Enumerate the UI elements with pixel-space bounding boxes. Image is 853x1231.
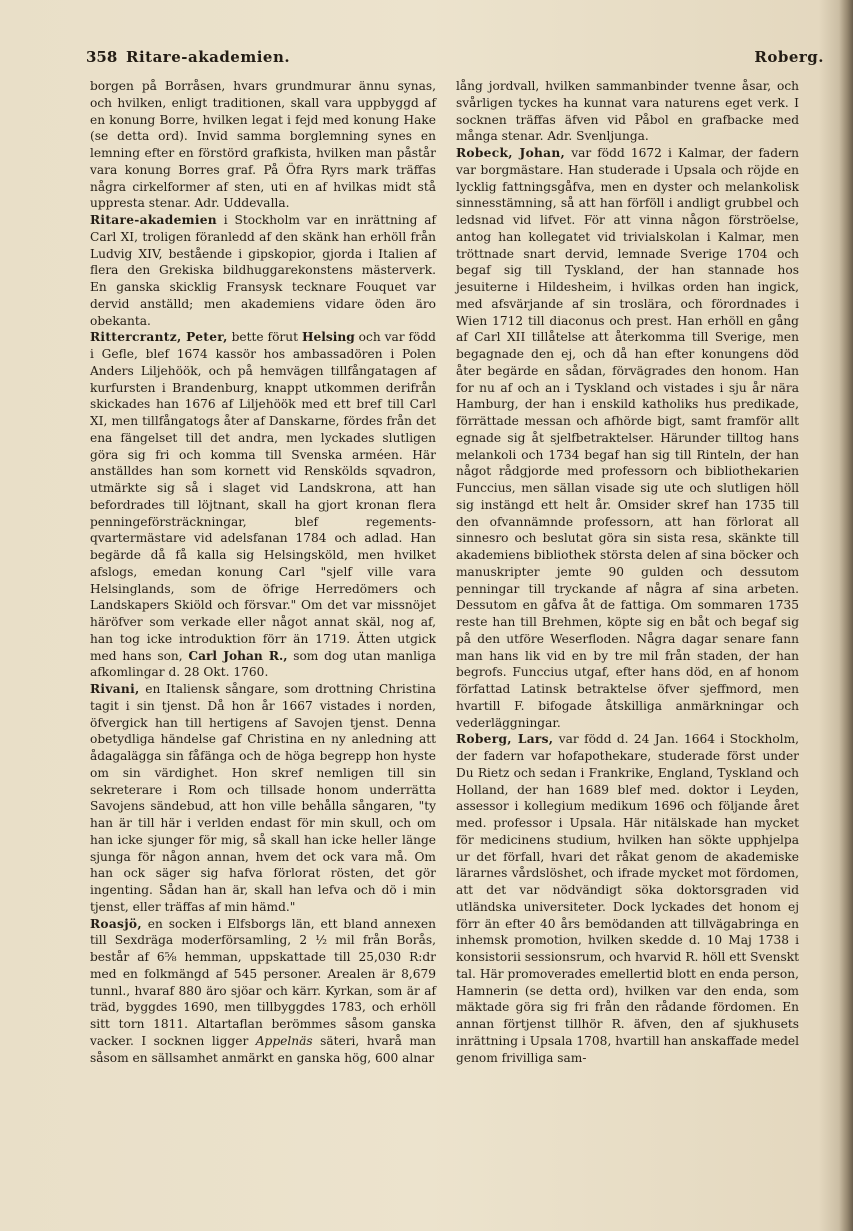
entry-text: i Stockholm var en inrättning af Carl XI, troligen föranledd af den skänk han erhöll från Ludvig XIV, bestående i gipskopior, gjorda i Italien af flera den Grekiska bildhuggarekonstens mästerverk. En ganska skicklig Fransysk tecknare Fouquet var dervid anställd; men akademiens vidare öden äro obekanta.	[90, 213, 436, 328]
entry-text: borgen på Borråsen, hvars grundmurar ännu synas, och hvilken, enligt traditionen, skall vara uppbyggd af en konung Borre, hvilken legat i fejd med konung Hake (se detta ord). Invid samma borglemning synes en lemning efter en förstörd grafkista, hvilken man påstår vara konung Borres graf. På Öfra Ryrs mark träffas några cirkelformer af sten, uti en af hvilkas midt stå uppresta stenar. Adr. Uddevalla.	[90, 79, 436, 211]
entry-text: var född d. 24 Jan. 1664 i Stockholm, der fadern var hofapothekare, studerade först under Du Rietz och sedan i Frankrike, England, Tyskland och Holland, der han 1689 blef med. doktor i Leyden, assessor i kollegium medikum 1696 och följande året med. professor i Upsala. Här nitälskade han mycket för medicinens studium, hvilken han sökte upphjelpa ur det förfall, hvari det råkat genom de akademiske lärarnes vårdslöshet, och ifrade mycket mot fördomen, att det var nödvändigt söka doktorsgraden vid utländska universiteter. Dock lyckades det honom ej förr än efter 40 års bemödanden att tillvägabringa en inhemsk promotion, hvilken skedde d. 10 Maj 1738 i konsistorii sessionsrum, och hvarvid R. höll ett Svenskt tal. Här promoverades emellertid blott en enda person, Hamnerin (se detta ord), hvilken var den enda, som mäktade göra sig fri från den rådande fördomen. En annan förtjenst tillhör R. äfven, den af sjukhusets inrättning i Upsala 1708, hvartill han anskaffade medel genom frivilliga sam-	[456, 732, 799, 1065]
entry-text: en socken i Elfsborgs län, ett bland annexen till Sexdräga moderförsamling, 2 ½ mil från Borås, består af 6⅝ hemman, uppskattade till 25,030 R:dr med en folkmängd af 545 personer. Arealen är 8,679 tunnl., hvaraf 880 äro sjöar och kärr. Kyrkan, som är af träd, byggdes 1690, men tillbyggdes 1783, och erhöll sitt torn 1811. Altartaflan berömmes såsom ganska vacker. I socknen ligger	[90, 916, 436, 1048]
headword: Roberg, Lars,	[456, 732, 554, 747]
entry-text: och var född i Gefle, blef 1674 kassör hos ambassadören i Polen Anders Liljehöök, och på hemvägen tillfångatagen af kurfursten i Brandenburg, knappt utkommen derifrån skickades han 1676 af Liljehöök med ett bref till Carl XI, men tillfångatogs åter af Danskarne, fördes från det ena fängelset till det andra, men lyckades slutligen göra sig fri och komma till Svenska arméen. Här anställdes han som kornett vid Renskölds sqvadron, utmärkte sig så i slaget vid Landskrona, att han befordrades till löjtnant, skall ha gjort kronan flera penningeförsträckningar, blef regements-qvartermästare vid adelsfanan 1784 och adlad. Han begärde då få kalla sig Helsingsköld, men hvilket afslogs, emedan konung Carl "sjelf ville vara Helsinglands, som de öfrige Herredömers och Landskapers Skiöld och försvar." Om det var missnöjet häröfver som verkade eller något annat skäl, nog af, han tog icke introduktion förr än 1719. Ätten utgick med hans son,	[90, 330, 436, 663]
left-column	[90, 78, 436, 1066]
entry-text: bette förut	[227, 330, 302, 345]
headword: Roasjö,	[90, 916, 142, 931]
entry-robeck	[456, 145, 799, 731]
entry-rittercrantz	[90, 329, 436, 681]
entry-rivani	[90, 681, 436, 916]
headword: Ritare-akademien	[90, 213, 217, 227]
entry-roberg	[456, 731, 799, 1066]
page-edge-shadow	[839, 0, 853, 1231]
headword: Robeck, Johan,	[456, 146, 566, 160]
right-running-title: Roberg.	[754, 48, 824, 66]
headword: Rivani,	[90, 682, 140, 696]
page-number: 358	[86, 48, 118, 66]
name-emphasis: Carl Johan R.,	[188, 648, 288, 663]
entry-text: som dog utan manliga afkomlingar d. 28 Okt. 1760.	[90, 648, 436, 680]
left-running-title: Ritare-akademien.	[126, 48, 291, 66]
continued-entry	[90, 78, 436, 212]
headword: Rittercrantz, Peter,	[90, 330, 228, 345]
entry-ritare-akademien	[90, 212, 436, 329]
continued-entry	[456, 78, 799, 145]
name-emphasis: Helsing	[301, 330, 355, 345]
entry-text: säteri, hvarå man såsom en sällsamhet anmärkt en ganska hög, 600 alnar	[90, 1033, 436, 1065]
entry-text: var född 1672 i Kalmar, der fadern var borgmästare. Han studerade i Upsala och röjde en lycklig fattningsgåfva, men en dyster och melankolisk sinnesstämning, så att han förföll i andligt grubbel och ledsnad vid lifvet. För att vinna någon förströelse, antog han kollegatet vid trivialskolan i Kalmar, men tröttnade snart dervid, lemnade Sverige 1704 och begaf sig till Tyskland, der han stannade hos jesuiterne i Hildesheim, i hvilkas orden han ingick, med afsvärjande af sin troslära, och förordnades i Wien 1712 till diaconus och prest. Han erhöll en gång af Carl XII tillåtelse att återkomma till Sverige, men begagnade den ej, och då han efter konungens död åter begärde en sådan, förvägrades den honom. Han for nu af och an i Tyskland och vistades i sju år nära Hamburg, der han i enskild katholiks hus predikade, förrättade messan och afhörde bigt, samt framför allt egnade sig åt sjelfbetraktelser. Härunder tilltog hans melankoli och 1734 begaf han sig till Rinteln, der han något rådgjorde med professorn och bibliothekarien Funccius, men sällan visade sig ute och slutligen höll sig instängd ett helt år. Omsider skref han 1735 till den ofvannämnde professorn, att han förlorat all sinnesro och beslutat göra sin sista resa, skänkte till akademiens bibliothek största delen af sina böcker och manuskripter jemte 90 gulden och dessutom penningar till tryckande af några af sina arbeten. Dessutom en gåfva åt de fattiga. Om sommaren 1735 reste han till Brehmen, köpte sig en båt och begaf sig på den utföre Weserfloden. Några dagar senare fann man hans lik vid en by tre mil från staden, der han begrofs. Funccius utgaf, efter hans död, en af honom författad Latinsk betraktelse öfver sjeffmord, men hvartill F. bifogade åtskilliga anmärkningar och vederläggningar.	[456, 146, 799, 730]
place-name-italic: Appelnäs	[255, 1033, 313, 1048]
right-column	[456, 78, 799, 1066]
entry-text: en Italiensk sångare, som drottning Christina tagit i sin tjenst. Då hon år 1667 vistades i norden, öfvergick han till hertigens af Savojen tjenst. Denna obetydliga händelse gaf Christina en ny anledning att ådagalägga sin fåfänga och de höga begrepp hon hyste om sin värdighet. Hon skref nemligen till sin sekreterare i Rom och tillsade honom underrätta Savojens sändebud, att hon ville behålla sångaren, "ty han är till här i verlden endast för min skull, och om han icke sjunger för mig, så skall han icke heller länge sjunga för någon annan, hvem det ock vara må. Om han ock säger sig hafva förlorat rösten, det gör ingenting. Sådan han är, skall han lefva och dö i min tjenst, eller träffas af min hämd."	[90, 682, 436, 914]
entry-text: lång jordvall, hvilken sammanbinder tvenne åsar, och svårligen tyckes ha kunnat vara naturens eget verk. I socknen träffas äfven vid Påbol en grafbacke med många stenar. Adr. Svenljunga.	[456, 79, 799, 144]
running-header	[86, 48, 824, 72]
entry-roasjo	[90, 916, 436, 1067]
